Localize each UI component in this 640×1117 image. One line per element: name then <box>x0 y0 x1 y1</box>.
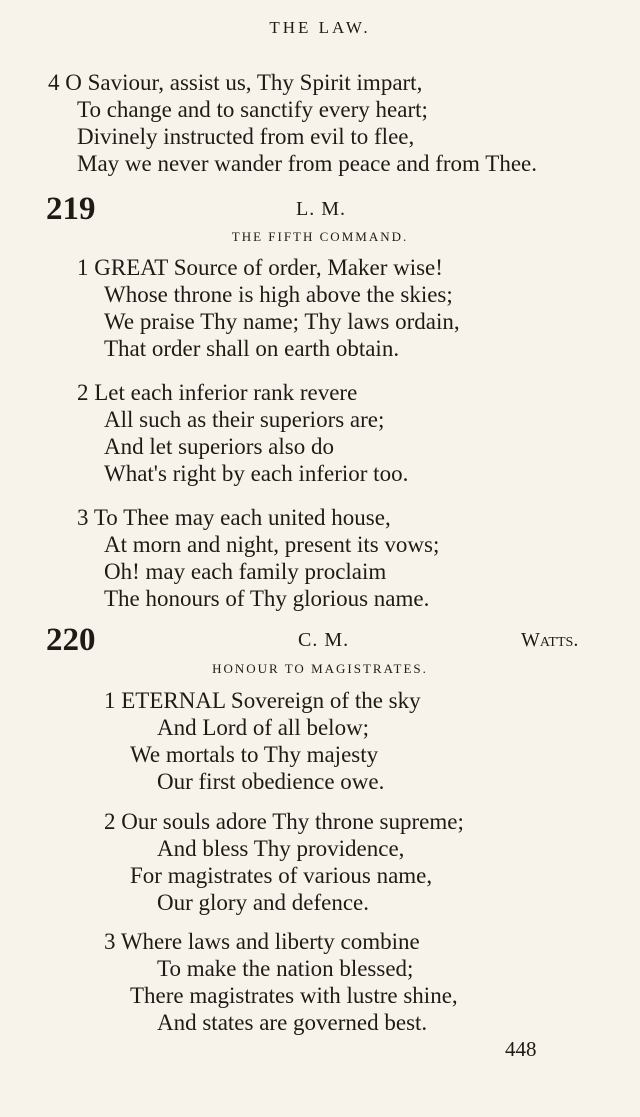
verse-line: May we never wander from peace and from Thee. <box>77 151 537 176</box>
verse-line: 1 ETERNAL Sovereign of the sky <box>104 688 421 713</box>
verse-line: And states are governed best. <box>157 1010 428 1035</box>
verse-line: Our glory and defence. <box>157 890 370 915</box>
verse-line: 3 Where laws and liberty combine <box>104 929 420 954</box>
verse-line: 4 O Saviour, assist us, Thy Spirit impart, <box>48 70 423 95</box>
verse-line: There magistrates with lustre shine, <box>130 983 458 1008</box>
running-head: THE LAW. <box>269 18 371 37</box>
verse-line: 1 GREAT Source of order, Maker wise! <box>77 255 443 280</box>
verse-line: The honours of Thy glorious name. <box>104 586 430 611</box>
verse-line: And bless Thy providence, <box>157 836 405 861</box>
hymn-number: 219 <box>46 191 96 227</box>
verse-line: We mortals to Thy majesty <box>130 742 379 767</box>
page-number: 448 <box>505 1037 537 1061</box>
verse-line: For magistrates of various name, <box>130 863 433 888</box>
verse-line: Divinely instructed from evil to flee, <box>77 124 415 149</box>
hymn-title: HONOUR TO MAGISTRATES. <box>212 661 428 676</box>
hymn-title: THE FIFTH COMMAND. <box>231 229 409 244</box>
hymn-meter: C. M. <box>298 629 350 651</box>
hymn-number: 220 <box>46 622 96 658</box>
verse-line: 3 To Thee may each united house, <box>77 505 391 530</box>
hymn-meter: L. M. <box>296 198 346 220</box>
verse-line: All such as their superiors are; <box>104 407 385 432</box>
hymn-author: Watts. <box>521 629 579 651</box>
verse-line: At morn and night, present its vows; <box>104 532 440 557</box>
verse-line: What's right by each inferior too. <box>104 461 409 486</box>
verse-line: To change and to sanctify every heart; <box>77 97 428 122</box>
verse-line: 2 Our souls adore Thy throne supreme; <box>104 809 464 834</box>
verse-line: Whose throne is high above the skies; <box>104 282 453 307</box>
verse-line: And Lord of all below; <box>157 715 370 740</box>
verse-line: Oh! may each family proclaim <box>104 559 387 584</box>
verse-line: And let superiors also do <box>104 434 334 459</box>
verse-line: We praise Thy name; Thy laws ordain, <box>104 309 460 334</box>
verse-line: That order shall on earth obtain. <box>104 336 400 361</box>
verse-line: 2 Let each inferior rank revere <box>77 380 358 405</box>
verse-line: To make the nation blessed; <box>157 956 414 981</box>
verse-line: Our first obedience owe. <box>157 769 385 794</box>
